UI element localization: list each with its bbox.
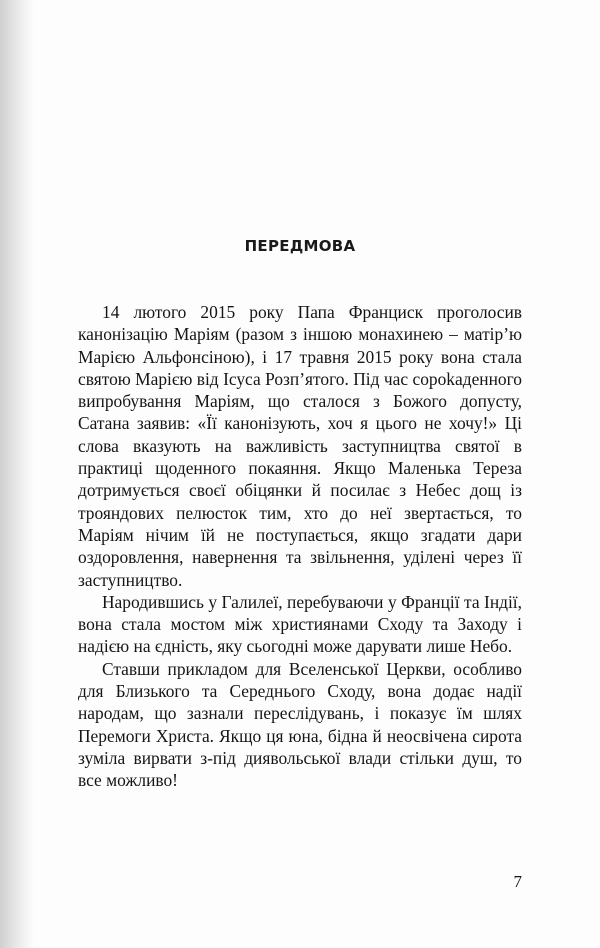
paragraph-3: Ставши прикладом для Вселенської Церкви, особливо для Близького та Середнього Сходу, вона додає надії народам, що зазнали переслідувань, і показує їм шлях Перемоги Христа. Якщо ця юна, бідна й неосвічена сирота зуміла вирвати з-під диявольської влади стільки душ, то все можливо! [78,658,522,791]
page-title: ПЕРЕДМОВА [244,237,356,255]
body-text [78,301,522,792]
paragraph-1: 14 лютого 2015 року Папа Франциск проголосив канонізацію Маріям (разом з іншою монахинею – матір’ю Марією Альфонсіною), і 17 травня 2015 року вона стала святою Марією від Ісуса Розп’ятого. Під час сороkаденного випробування Маріям, що сталося з Божого допусту, Сатана заявив: «Її канонізують, хоч я цього не хочу!» Ці слова вказують на важливість заступництва святої в практиці щоденного покаяння. Якщо Маленька Тереза дотримується своєї обіцянки й посилає з Небес дощ із трояндових пелюсток тим, хто до неї звертається, то Маріям нічим їй не поступається, якщо згадати дари оздоровлення, навернення та звільнення, уділені через її заступництво. [78,302,522,590]
page-gutter-shadow [0,0,34,948]
paragraph-2: Народившись у Галилеї, перебуваючи у Франції та Індії, вона стала мостом між християнами Сходу та Заходу і надією на єдність, яку сьогодні може дарувати лише Небо. [78,591,522,657]
page-number: 7 [513,872,522,891]
